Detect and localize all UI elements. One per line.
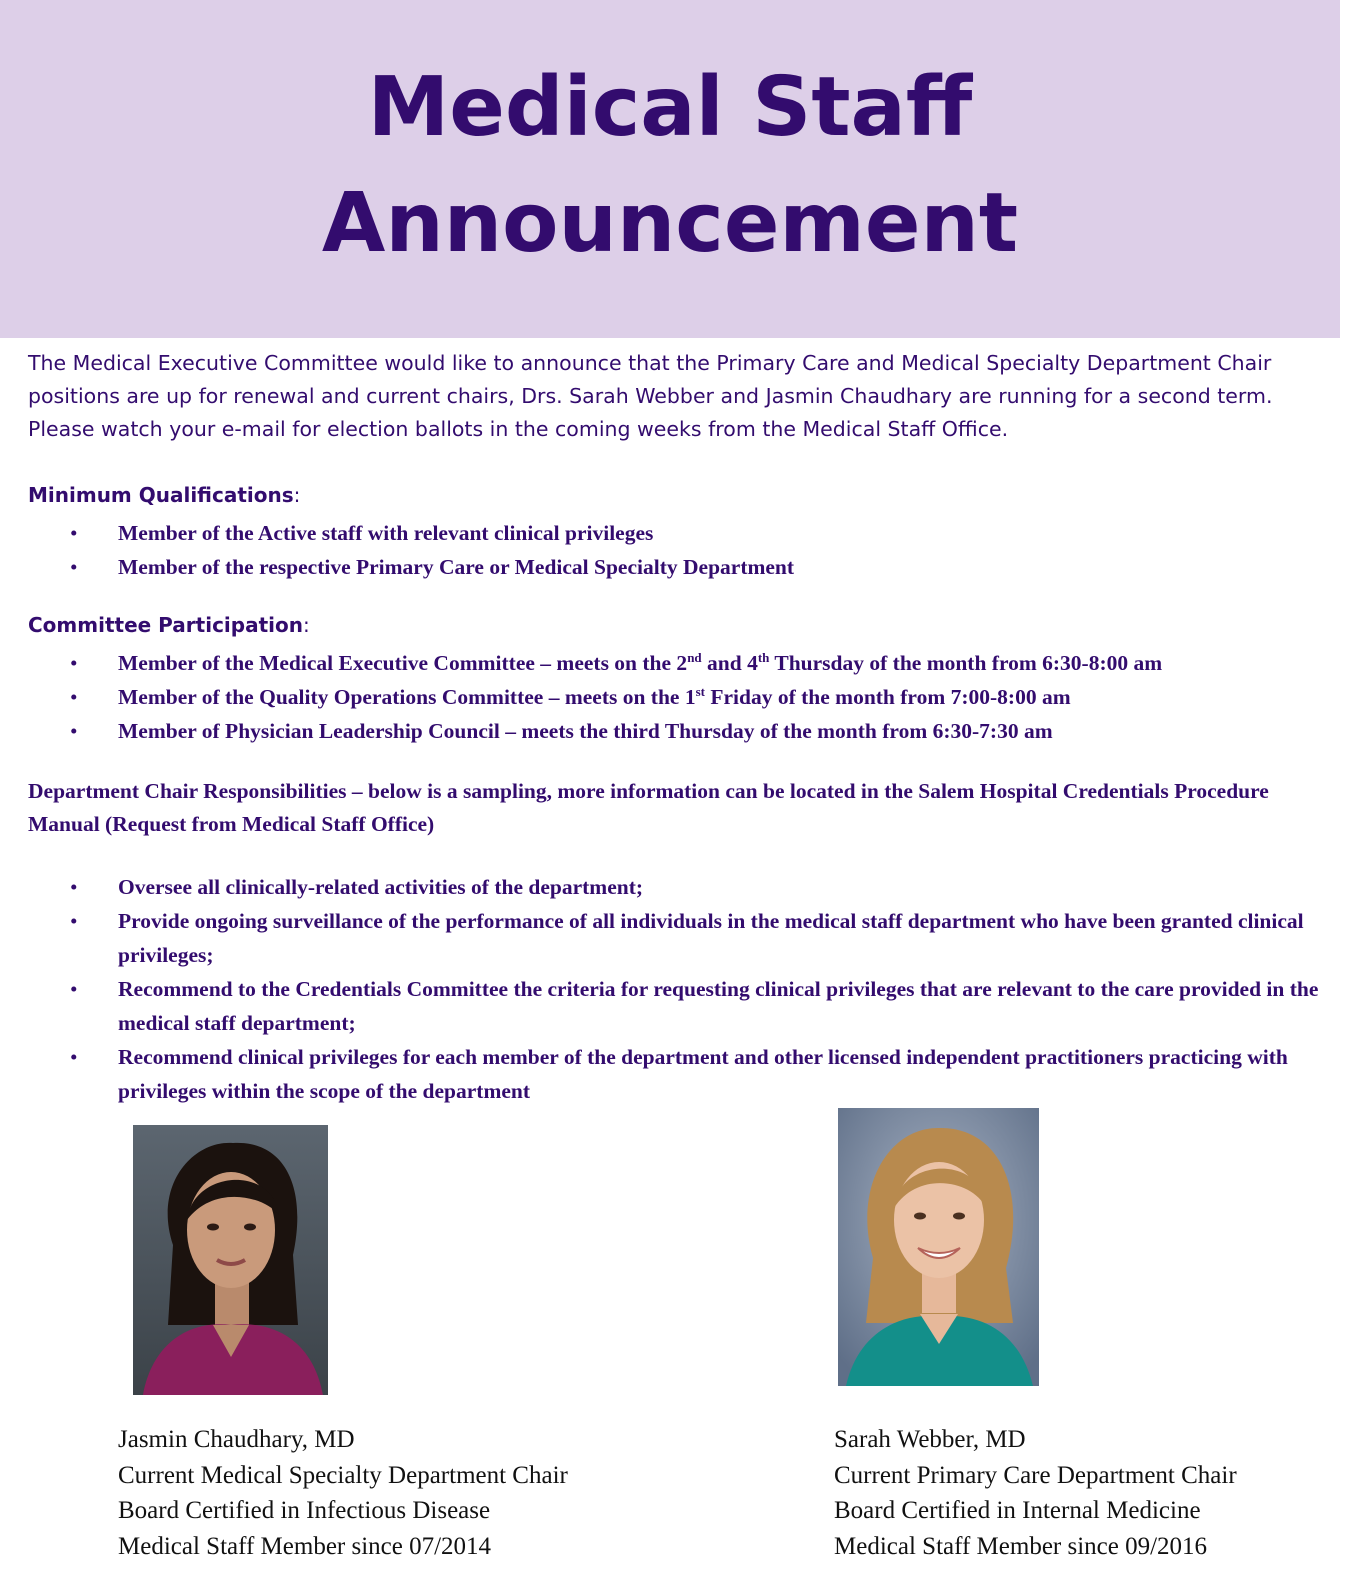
- list-item: • Member of the Medical Executive Committee – meets on the 2nd and 4th Thursday of the month from 6:30-8:00 am: [70, 649, 1163, 675]
- list-item-text: Recommend clinical privileges for each member of the department and other licensed independent practitioners practicing with privileges within the scope of the department: [118, 1045, 1288, 1103]
- list-item-text: Provide ongoing surveillance of the performance of all individuals in the medical staff department who have been granted clinical privileges;: [118, 909, 1304, 967]
- list-item-text: Member of the Active staff with relevant clinical privileges: [118, 521, 654, 545]
- candidate-member-since: Medical Staff Member since 09/2016: [834, 1532, 1208, 1560]
- list-item: • Provide ongoing surveillance of the performance of all individuals in the medical staff department who have been granted clinical privileges;: [70, 909, 1304, 967]
- ordinal-suffix: nd: [687, 649, 702, 665]
- list-item: • Member of the Active staff with relevant clinical privileges: [70, 521, 654, 545]
- committee-participation-label: Committee Participation: [28, 613, 303, 637]
- list-item-text: and 4: [701, 651, 758, 675]
- list-item: • Oversee all clinically-related activities of the department;: [70, 875, 644, 899]
- min-qualifications-list: [0, 516, 1333, 584]
- list-item-text: Recommend to the Credentials Committee the criteria for requesting clinical privileges that are relevant to the care provided in the medical staff department;: [118, 977, 1319, 1035]
- list-item: • Member of the respective Primary Care or Medical Specialty Department: [70, 555, 795, 579]
- list-item: • Member of the Quality Operations Committee – meets on the 1st Friday of the month from 7:00-8:00 am: [70, 683, 1071, 709]
- min-qualifications-label: Minimum Qualifications: [28, 483, 294, 507]
- portrait-jasmin-chaudhary: [133, 1125, 328, 1395]
- candidate-role: Current Medical Specialty Department Chair: [118, 1461, 568, 1489]
- responsibilities-list: [0, 870, 1333, 1108]
- header-banner: [0, 0, 1340, 338]
- list-item-text: Oversee all clinically-related activities of the department;: [118, 875, 644, 899]
- list-item: • Recommend to the Credentials Committee the criteria for requesting clinical privileges that are relevant to the care provided in the medical staff department;: [70, 977, 1319, 1035]
- title-line-2: Announcement: [321, 176, 1019, 271]
- list-item-text: Thursday of the month from 6:30-8:00 am: [769, 651, 1163, 675]
- intro-paragraph: The Medical Executive Committee would like to announce that the Primary Care and Medical Specialty Department Chair positions are up for renewal and current chairs, Drs. Sarah Webber and Jasmin Chaudhary are running for a second term. Please watch your e-mail for election ballots in the coming weeks from the Medical Staff Office.: [28, 351, 1273, 441]
- list-item: • Recommend clinical privileges for each member of the department and other licensed independent practitioners practicing with privileges within the scope of the department: [70, 1045, 1288, 1103]
- ordinal-suffix: st: [695, 683, 705, 699]
- title-line-1: Medical Staff: [367, 60, 973, 155]
- portrait-sarah-webber: [838, 1108, 1039, 1386]
- candidate-member-since: Medical Staff Member since 07/2014: [118, 1532, 492, 1560]
- candidate-caption-sarah: [834, 1422, 1237, 1564]
- candidate-caption-jasmin: [118, 1422, 568, 1564]
- committee-participation-list: [0, 646, 1333, 748]
- candidate-name: Jasmin Chaudhary, MD: [118, 1426, 355, 1453]
- list-item-text: Member of the Quality Operations Committee – meets on the 1: [118, 685, 696, 709]
- min-qualifications-heading: Minimum Qualifications:: [28, 483, 301, 507]
- list-item: • Member of Physician Leadership Council – meets the third Thursday of the month from 6:30-7:30 am: [70, 719, 1053, 743]
- list-item-text: Friday of the month from 7:00-8:00 am: [704, 685, 1071, 709]
- candidate-name: Sarah Webber, MD: [834, 1426, 1026, 1453]
- list-item-text: Member of the Medical Executive Committee – meets on the 2: [118, 651, 688, 675]
- responsibilities-heading: Department Chair Responsibilities – below is a sampling, more information can be located in the Salem Hospital Credentials Procedure Manual (Request from Medical Staff Office): [28, 779, 1269, 836]
- list-item-text: Member of Physician Leadership Council – meets the third Thursday of the month from 6:30-7:30 am: [118, 719, 1053, 743]
- list-item-text: Member of the respective Primary Care or Medical Specialty Department: [118, 555, 795, 579]
- ordinal-suffix: th: [757, 649, 770, 665]
- candidate-certification: Board Certified in Infectious Disease: [118, 1497, 491, 1524]
- candidate-role: Current Primary Care Department Chair: [834, 1461, 1237, 1489]
- page-title: [0, 50, 1340, 282]
- candidate-certification: Board Certified in Internal Medicine: [834, 1497, 1201, 1524]
- committee-participation-heading: Committee Participation:: [28, 613, 310, 637]
